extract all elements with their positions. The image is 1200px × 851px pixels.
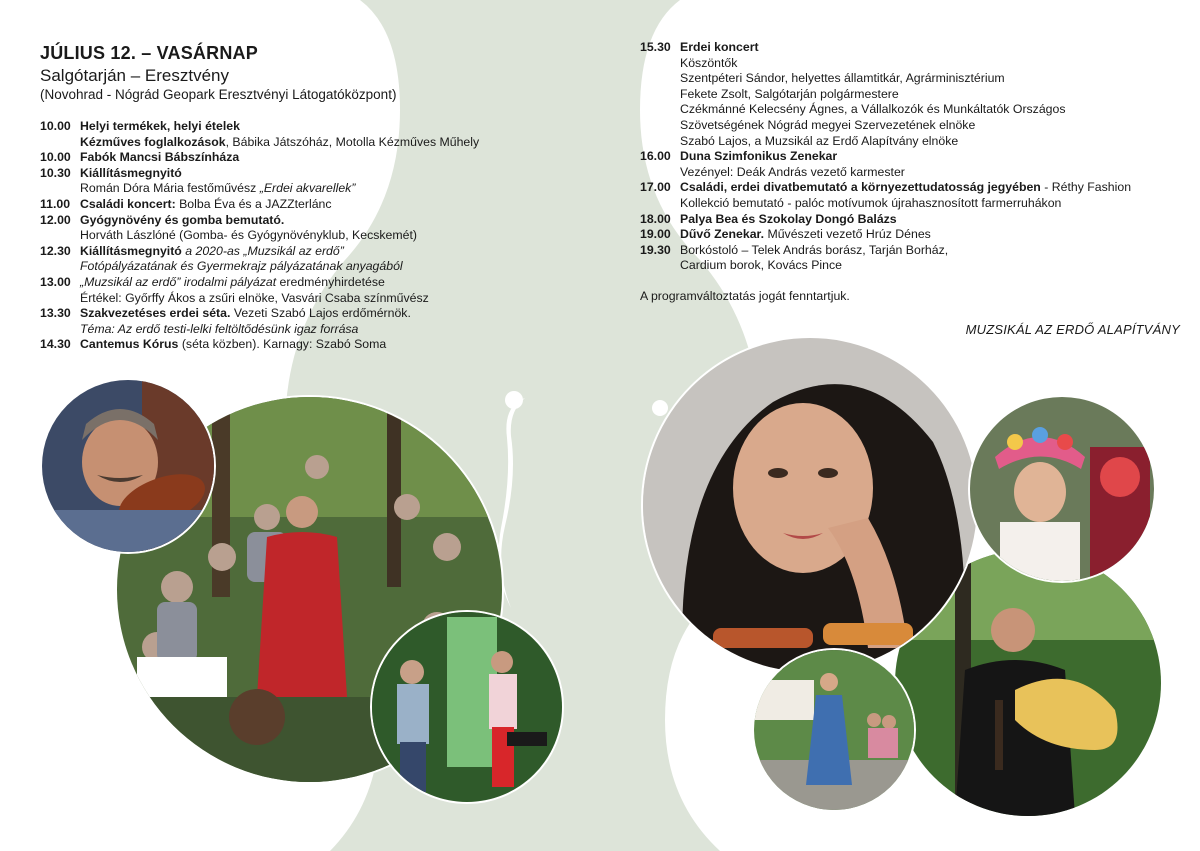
folk-headdress-photo — [968, 395, 1156, 583]
entry-text: Borkóstoló – Telek András borász, Tarján Borház, — [680, 242, 949, 257]
entry-time: 10.00 — [40, 150, 71, 165]
entry-line — [680, 243, 1180, 259]
entry-text: Dűvő Zenekar. — [680, 227, 765, 242]
schedule-entry — [40, 306, 580, 337]
entry-time: 19.00 — [640, 227, 671, 242]
entry-line — [80, 166, 580, 182]
entry-line — [80, 322, 580, 338]
entry-time: 13.00 — [40, 274, 71, 289]
entry-text: Szövetségének Nógrád megyei Szervezetének elnöke — [680, 117, 976, 132]
entry-line — [680, 118, 1180, 134]
entry-text: a 2020-as „Muzsikál az erdő” — [181, 243, 344, 258]
entry-text: Köszöntők — [680, 55, 738, 70]
entry-text: Horváth Lászlóné (Gomba- és Gyógynövényklub, Kecskemét) — [80, 228, 417, 243]
entry-text: Helyi termékek, helyi ételek — [80, 119, 240, 133]
entry-time: 16.00 — [640, 149, 671, 164]
entry-description — [80, 275, 580, 306]
right-program-column — [640, 40, 1180, 337]
entry-description — [680, 243, 1180, 274]
entry-line — [80, 275, 580, 291]
schedule-entry — [40, 150, 580, 166]
entry-text: Cantemus Kórus — [80, 337, 179, 352]
entry-description — [80, 197, 580, 213]
entry-line — [80, 119, 580, 135]
change-notice: A programváltoztatás jogát fenntartjuk. — [640, 288, 850, 303]
entry-text: „Muzsikál az erdő” irodalmi pályázat — [80, 274, 277, 289]
entry-text: Duna Szimfonikus Zenekar — [680, 149, 838, 164]
entry-text: Czékmánné Kelecsény Ágnes, a Vállalkozók és Munkáltatók Országos — [680, 102, 1066, 117]
entry-line — [80, 337, 580, 353]
entry-text: Szakvezetéses erdei séta. — [80, 306, 231, 321]
entry-text: Kiállításmegnyitó — [80, 165, 182, 180]
entry-text: Szentpéteri Sándor, helyettes államtitkár, Agrárminisztérium — [680, 71, 1005, 86]
entry-text: Művészeti vezető Hrúz Dénes — [764, 227, 931, 242]
schedule-entry — [640, 180, 1180, 211]
entry-line — [680, 71, 1180, 87]
entry-description — [80, 119, 580, 150]
entry-time: 12.30 — [40, 243, 71, 258]
violinist-photo — [40, 378, 216, 554]
entry-line — [680, 212, 1180, 228]
schedule-entry — [40, 166, 580, 197]
entry-description — [80, 150, 580, 166]
entry-text: Kézműves foglalkozások — [80, 134, 226, 149]
entry-line — [80, 259, 580, 275]
entry-line — [680, 196, 1180, 212]
entry-description — [680, 40, 1180, 149]
entry-text: Kiállításmegnyitó — [80, 243, 182, 258]
entry-time: 18.00 — [640, 211, 671, 226]
entry-line — [680, 134, 1180, 150]
band-performance-photo — [370, 610, 564, 804]
entry-text: Szabó Lajos, a Muzsikál az Erdő Alapítvány elnöke — [680, 133, 959, 148]
entry-line — [680, 149, 1180, 165]
entry-text: Gyógynövény és gomba bemutató. — [80, 212, 285, 227]
entry-text: Kollekció bemutató - palóc motívumok újrahasznosított farmerruhákon — [680, 195, 1062, 210]
place-detail: (Novohrad - Nógrád Geopark Eresztvényi Látogatóközpont) — [40, 87, 397, 102]
entry-line — [80, 197, 580, 213]
entry-description — [80, 306, 580, 337]
schedule-entry — [640, 212, 1180, 228]
left-program-column — [40, 42, 580, 353]
entry-description — [680, 212, 1180, 228]
entry-description — [680, 180, 1180, 211]
entry-time: 17.00 — [640, 180, 671, 195]
entry-text: eredményhirdetése — [276, 274, 385, 289]
entry-text: Téma: Az erdő testi-lelki feltöltődésünk igaz forrása — [80, 321, 359, 336]
entry-description — [680, 149, 1180, 180]
entry-time: 10.00 — [40, 119, 71, 133]
entry-text: Erdei koncert — [680, 40, 759, 54]
entry-time: 14.30 — [40, 337, 71, 352]
entry-time: 13.30 — [40, 306, 71, 321]
entry-text: Cardium borok, Kovács Pince — [680, 258, 842, 273]
schedule-entry — [40, 244, 580, 275]
entry-description — [80, 337, 580, 353]
entry-line — [80, 150, 580, 166]
entry-time: 10.30 — [40, 165, 71, 180]
left-schedule-list — [40, 119, 580, 353]
schedule-entry — [40, 213, 580, 244]
entry-text: Értékel: Győrffy Ákos a zsűri elnöke, Vasvári Csaba színművész — [80, 290, 429, 305]
schedule-entry — [40, 275, 580, 306]
entry-text: Román Dóra Mária festőművész — [80, 181, 260, 196]
entry-time: 19.30 — [640, 242, 671, 257]
right-schedule-list — [640, 40, 1180, 274]
schedule-entry — [640, 40, 1180, 149]
entry-description — [80, 166, 580, 197]
entry-line — [80, 213, 580, 229]
entry-line — [80, 228, 580, 244]
entry-description — [80, 244, 580, 275]
schedule-entry — [640, 227, 1180, 243]
entry-line — [80, 306, 580, 322]
entry-text: Vezényel: Deák András vezető karmester — [680, 164, 905, 179]
entry-text: Palya Bea és Szokolay Dongó Balázs — [680, 211, 897, 226]
entry-text: Bolba Éva és a JAZZterlánc — [175, 196, 332, 211]
entry-line — [680, 165, 1180, 181]
entry-line — [680, 56, 1180, 72]
entry-line — [80, 291, 580, 307]
entry-text: „Erdei akvarellek” — [259, 181, 356, 196]
schedule-entry — [640, 149, 1180, 180]
fashion-show-photo — [752, 648, 916, 812]
entry-time: 12.00 — [40, 212, 71, 227]
entry-line — [680, 40, 1180, 56]
entry-text: Családi koncert: — [80, 196, 176, 211]
entry-line — [80, 244, 580, 260]
entry-line — [680, 87, 1180, 103]
entry-line — [680, 102, 1180, 118]
schedule-entry — [40, 337, 580, 353]
entry-time: 15.30 — [640, 40, 671, 54]
place-name: Salgótarján – Eresztvény — [40, 66, 229, 85]
schedule-entry — [40, 119, 580, 150]
schedule-entry — [40, 197, 580, 213]
entry-text: Fotópályázatának és Gyermekrajz pályázatának anyagából — [80, 259, 403, 274]
entry-line — [80, 135, 580, 151]
entry-line — [680, 227, 1180, 243]
entry-text: Vezeti Szabó Lajos erdőmérnök. — [230, 306, 411, 321]
entry-text: (séta közben). Karnagy: Szabó Soma — [178, 337, 387, 352]
entry-text: Családi, erdei divatbemutató a környezettudatosság jegyében — [680, 180, 1041, 195]
entry-line — [80, 181, 580, 197]
organizer-name: MUZSIKÁL AZ ERDŐ ALAPÍTVÁNY — [965, 322, 1180, 337]
singer-portrait-photo — [641, 336, 979, 674]
entry-description — [680, 227, 1180, 243]
entry-text: - Réthy Fashion — [1040, 180, 1132, 195]
entry-time: 11.00 — [40, 196, 71, 211]
entry-description — [80, 213, 580, 244]
day-title: JÚLIUS 12. – VASÁRNAP — [40, 43, 258, 63]
entry-text: Fabók Mancsi Bábszínháza — [80, 150, 240, 165]
schedule-entry — [640, 243, 1180, 274]
entry-text: Fekete Zsolt, Salgótarján polgármestere — [680, 86, 899, 101]
entry-text: , Bábika Játszóház, Motolla Kézműves Műhely — [225, 134, 480, 149]
entry-line — [680, 180, 1180, 196]
entry-line — [680, 258, 1180, 274]
